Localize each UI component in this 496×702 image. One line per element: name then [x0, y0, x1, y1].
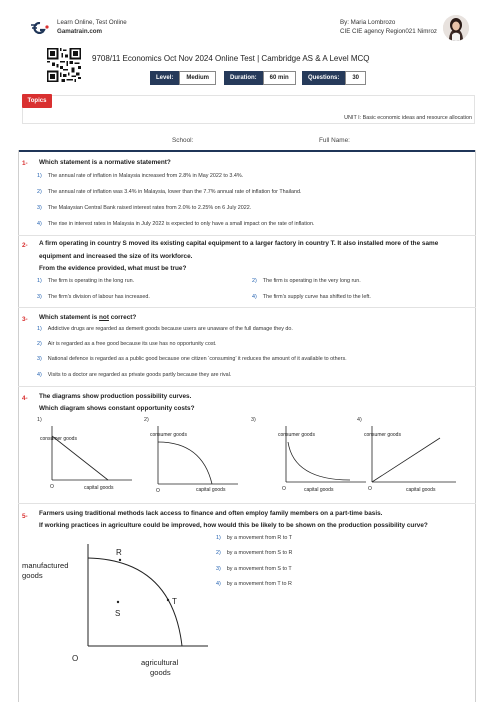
ppc-graph-option-1[interactable]: [36, 424, 136, 498]
option-item[interactable]: 4) Visits to a doctor are regarded as private goods partly because they are rival.: [37, 372, 232, 378]
x-axis-label: agricultural: [141, 658, 179, 667]
question-divider: [18, 503, 476, 504]
y-axis-label: consumer goods: [364, 432, 401, 438]
option-number[interactable]: 1): [37, 417, 42, 423]
origin-label: O: [282, 486, 286, 492]
author-agency: CIE CIE agency Region021 Nimroz: [340, 28, 437, 35]
ppc-graph-option-3[interactable]: [270, 424, 370, 498]
question-text: A firm operating in country S moved its existing capital equipment to a larger factory in country T. It also installed more of the same: [39, 240, 439, 247]
option-item[interactable]: 1) by a movement from R to T: [216, 535, 293, 541]
duration-label: Duration:: [224, 71, 263, 85]
questions-meta: [302, 71, 366, 85]
y-axis-label: consumer goods: [278, 432, 315, 438]
ppc-diagram: [22, 538, 212, 684]
y-axis-label: consumer goods: [150, 432, 187, 438]
option-number[interactable]: 4): [357, 417, 362, 423]
question-number: 3-: [22, 316, 28, 323]
origin-label: O: [72, 654, 79, 663]
question-text: Which statement is not correct?: [39, 314, 137, 321]
option-item[interactable]: 3) The Malaysian Central Bank raised interest rates from 2.0% to 2.25% on 6 July 2022.: [37, 205, 252, 211]
y-axis-label: consumer goods: [40, 436, 77, 442]
page-border-right: [475, 150, 476, 702]
level-value: Medium: [179, 71, 216, 85]
option-item[interactable]: 1) The firm is operating in the long run.: [37, 278, 135, 284]
option-item[interactable]: 3) National defence is regarded as a public good because one citizen ‘consuming’ it reduces the amount of it available to others.: [37, 356, 347, 362]
option-item[interactable]: 2) by a movement from S to R: [216, 550, 293, 556]
option-number[interactable]: 2): [144, 417, 149, 423]
ppc-graph-option-2[interactable]: [142, 424, 242, 498]
school-label: School:: [172, 137, 194, 144]
question-text: If working practices in agriculture could be improved, how would this be likely to be shown on the production possibility curve?: [39, 522, 428, 529]
option-item[interactable]: 2) The annual rate of inflation was 3.4% in Malaysia, lower than the 7.7% annual rate of inflation for Thailand.: [37, 189, 302, 195]
fullname-label: Full Name:: [319, 137, 350, 144]
duration-meta: [224, 71, 296, 85]
option-item[interactable]: 3) The firm’s division of labour has increased.: [37, 294, 150, 300]
origin-label: O: [50, 484, 54, 490]
ppc-graph-option-4[interactable]: [356, 424, 466, 498]
gamatrain-logo-icon: [30, 22, 50, 34]
option-item[interactable]: 3) by a movement from S to T: [216, 566, 292, 572]
author-avatar: [443, 15, 469, 41]
question-text: Farmers using traditional methods lack access to finance and often employ family members on a part-time basis.: [39, 510, 383, 517]
questions-value: 30: [345, 71, 366, 85]
point-s-label: S: [115, 609, 121, 618]
level-label: Level:: [150, 71, 179, 85]
header-rule: [18, 150, 476, 152]
questions-label: Questions:: [302, 71, 345, 85]
page-border-left: [18, 150, 19, 702]
page-title: 9708/11 Economics Oct Nov 2024 Online Test | Cambridge AS & A Level MCQ: [92, 54, 370, 63]
question-number: 1-: [22, 160, 28, 167]
question-number: 2-: [22, 242, 28, 249]
question-number: 4-: [22, 395, 28, 402]
level-meta: [150, 71, 216, 85]
brand-site-link[interactable]: Gamatrain.com: [57, 28, 103, 35]
question-divider: [18, 235, 476, 236]
topics-tag: Topics: [22, 94, 52, 108]
option-item[interactable]: 2) The firm is operating in the very long run.: [252, 278, 361, 284]
y-axis-label: manufactured: [22, 561, 69, 570]
x-axis-label: capital goods: [406, 487, 436, 493]
x-axis-label: capital goods: [84, 485, 114, 491]
option-item[interactable]: 4) The firm’s supply curve has shifted to the left.: [252, 294, 371, 300]
option-item[interactable]: 1) Addictive drugs are regarded as demerit goods because users are unaware of the full damage they do.: [37, 326, 293, 332]
point-r-label: R: [116, 548, 122, 557]
topic-item: UNIT I: Basic economic ideas and resource allocation: [344, 115, 472, 121]
x-axis-label: capital goods: [196, 487, 226, 493]
question-divider: [18, 307, 476, 308]
origin-label: O: [368, 486, 372, 492]
y-axis-label: goods: [22, 571, 43, 580]
option-item[interactable]: 4) by a movement from T to R: [216, 581, 292, 587]
option-item[interactable]: 4) The rise in interest rates in Malaysia in July 2022 is expected to only have a small impact on the rate of inflation.: [37, 221, 315, 227]
point-t-label: T: [172, 597, 177, 606]
origin-label: O: [156, 488, 160, 494]
person-icon: [443, 15, 469, 41]
question-number: 5-: [22, 513, 28, 520]
question-text: From the evidence provided, what must be true?: [39, 265, 187, 272]
option-item[interactable]: 2) Air is regarded as a free good because its use has no opportunity cost.: [37, 341, 217, 347]
question-divider: [18, 386, 476, 387]
x-axis-label: goods: [150, 668, 171, 677]
qr-code-icon: [47, 48, 81, 82]
question-text: Which statement is a normative statement?: [39, 159, 171, 166]
question-text: equipment and increased the size of its workforce.: [39, 253, 193, 260]
option-item[interactable]: 1) The annual rate of inflation in Malaysia increased from 2.8% in May 2022 to 3.4%.: [37, 173, 244, 179]
question-text: Which diagram shows constant opportunity costs?: [39, 405, 195, 412]
question-text: The diagrams show production possibility curves.: [39, 393, 192, 400]
option-number[interactable]: 3): [251, 417, 256, 423]
author-name: By: Maria Lombrozo: [340, 19, 396, 26]
brand-tagline: Learn Online, Test Online: [57, 19, 127, 26]
x-axis-label: capital goods: [304, 487, 334, 493]
duration-value: 60 min: [263, 71, 296, 85]
